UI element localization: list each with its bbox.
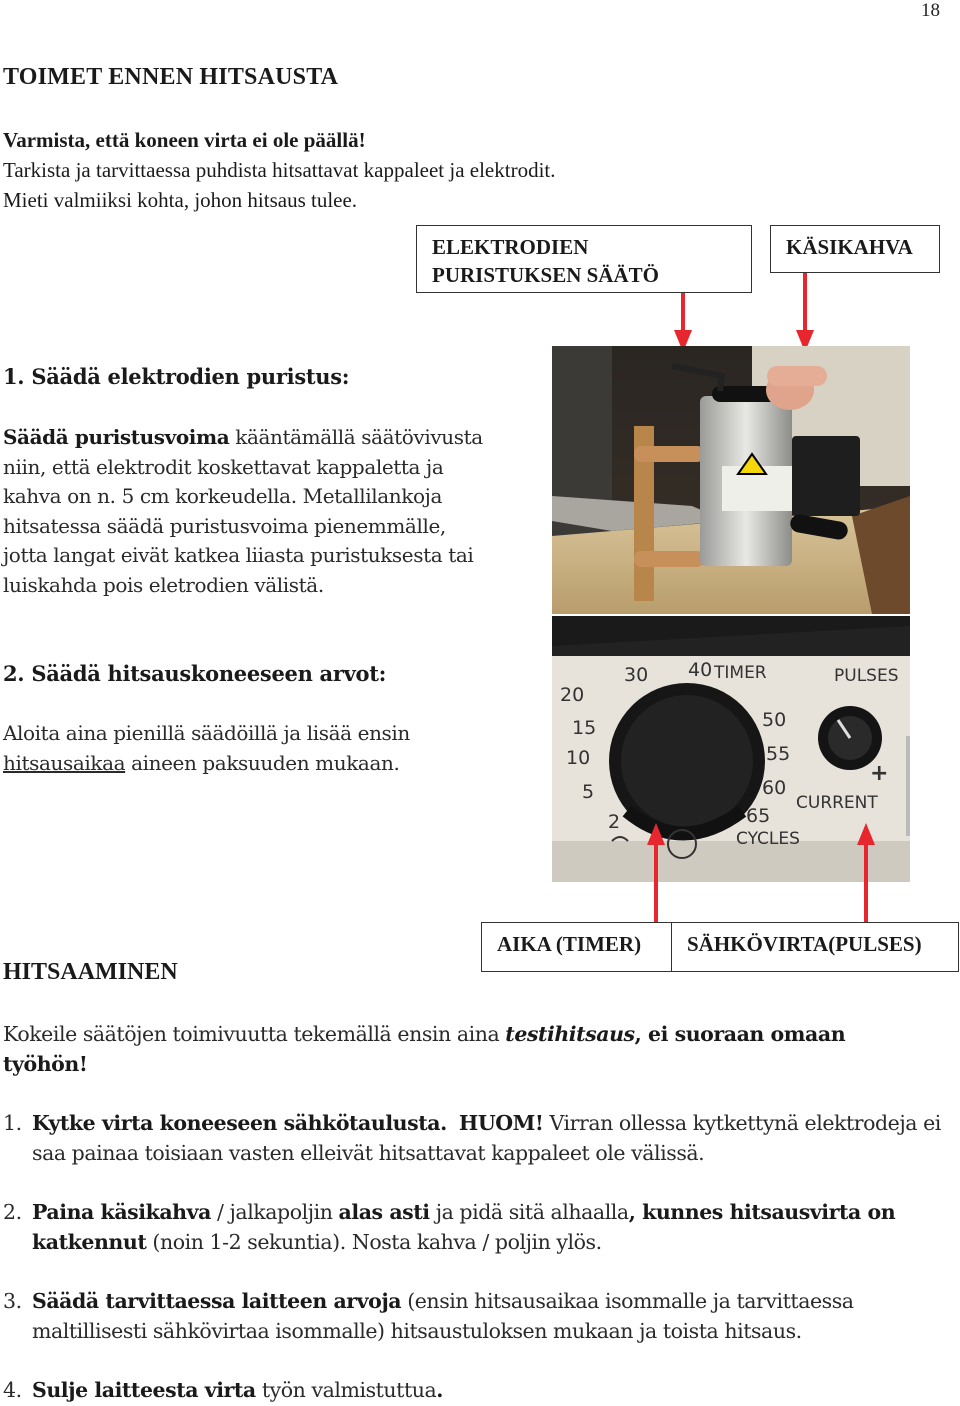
step2-underlined-term: hitsausaikaa bbox=[3, 750, 126, 775]
welding-intro-d: työhön! bbox=[3, 1051, 88, 1076]
arrow-timer-head bbox=[647, 823, 665, 845]
dial-tick-50: 50 bbox=[762, 709, 787, 731]
callout-pulses-label: SÄHKÖVIRTA(PULSES) bbox=[687, 932, 922, 956]
step1-line2: niin, että elektrodit koskettavat kappaletta ja bbox=[3, 454, 444, 479]
dial-plus-sign: + bbox=[870, 761, 889, 786]
dial-tick-10: 10 bbox=[566, 747, 591, 769]
dial-tick-65: 65 bbox=[746, 805, 771, 827]
arrow-timer-shaft bbox=[654, 843, 658, 922]
welding-step-2-f: (noin 1-2 sekuntia). Nosta kahva / poljin ylös. bbox=[146, 1229, 602, 1254]
dial-tick-40: 40 bbox=[688, 659, 713, 681]
arrow-handle-shaft bbox=[803, 273, 807, 331]
welding-intro-c: , ei suoraan omaan bbox=[634, 1022, 846, 1046]
intro-line-3: Mieti valmiiksi kohta, johon hitsaus tulee. bbox=[3, 188, 358, 212]
welding-step-1-a: Kytke virta koneeseen sähkötaulusta. bbox=[32, 1111, 447, 1135]
welding-step-2-a: Paina käsikahva bbox=[32, 1200, 211, 1224]
section-title: TOIMET ENNEN HITSAUSTA bbox=[3, 64, 339, 90]
welding-step-1-sep bbox=[447, 1111, 459, 1135]
dial-current-label: CURRENT bbox=[796, 793, 878, 813]
arrow-pulses-shaft bbox=[864, 843, 868, 922]
callout-handle-label: KÄSIKAHVA bbox=[786, 235, 913, 259]
dial-cycles-label: CYCLES bbox=[736, 829, 800, 849]
callout-pulses bbox=[671, 922, 959, 972]
step1-bold-lead: Säädä puristusvoima bbox=[3, 425, 230, 449]
dial-tick-5: 5 bbox=[582, 781, 595, 803]
step1-paragraph bbox=[3, 423, 483, 601]
welding-step-3-number: 3. bbox=[3, 1289, 22, 1313]
welding-intro-a: Kokeile säätöjen toimivuutta tekemällä ensin aina bbox=[3, 1022, 506, 1046]
callout-timer-label: AIKA (TIMER) bbox=[497, 932, 642, 956]
welding-step-2 bbox=[3, 1198, 943, 1257]
welding-step-4-b: työn valmistuttua bbox=[255, 1378, 437, 1402]
callout-electrode-pressure-line1: ELEKTRODIEN bbox=[432, 235, 589, 259]
arrow-pressure-shaft bbox=[681, 293, 685, 331]
callout-handle bbox=[770, 225, 940, 273]
step2-paragraph bbox=[3, 719, 410, 778]
welding-step-1-number: 1. bbox=[3, 1111, 22, 1135]
step2-line1: Aloita aina pienillä säädöillä ja lisää ensin bbox=[3, 721, 410, 745]
welding-step-3 bbox=[3, 1287, 943, 1346]
intro-line-2: Tarkista ja tarvittaessa puhdista hitsattavat kappaleet ja elektrodit. bbox=[3, 158, 556, 182]
welding-intro bbox=[3, 1020, 943, 1079]
welding-step-4-number: 4. bbox=[3, 1378, 22, 1402]
dial-tick-60: 60 bbox=[762, 777, 787, 799]
dial-tick-30: 30 bbox=[624, 664, 649, 686]
dial-timer-label: TIMER bbox=[714, 663, 767, 683]
dial-tick-15: 15 bbox=[572, 717, 597, 739]
welding-step-2-e: , kunnes hitsausvirta on katkennut bbox=[32, 1200, 896, 1254]
welding-step-3-b: (ensin hitsausaikaa isommalle ja tarvittaessa maltillisesti sähkövirtaa isommalle) hitsaustuloksen mukaan ja toista hitsaus. bbox=[32, 1289, 854, 1343]
callout-electrode-pressure-line2: PURISTUKSEN SÄÄTÖ bbox=[432, 263, 659, 287]
dial-pulses-label: PULSES bbox=[834, 666, 899, 686]
welding-intro-b: testihitsaus bbox=[505, 1022, 635, 1046]
welding-step-4 bbox=[3, 1376, 943, 1406]
welding-step-1-note: HUOM! bbox=[458, 1111, 544, 1135]
step1-line6: luiskahda pois eletrodien välistä. bbox=[3, 572, 324, 597]
step1-line3: kahva on n. 5 cm korkeudella. Metallilankoja bbox=[3, 484, 442, 509]
step1-line1-rest: kääntämällä säätövivusta bbox=[229, 425, 483, 449]
callout-electrode-pressure bbox=[416, 225, 752, 293]
dial-tick-2: 2 bbox=[608, 811, 621, 833]
welding-step-4-a: Sulje laitteesta virta bbox=[32, 1378, 256, 1402]
welding-step-1 bbox=[3, 1109, 943, 1168]
welding-machine-illustration bbox=[552, 346, 910, 614]
welding-step-4-c: . bbox=[436, 1378, 443, 1402]
welding-step-1-d: Virran ollessa kytkettynä elektrodeja ei saa painaa toisiaan vasten elleivät hitsattavat kappaleet ole välissä. bbox=[32, 1111, 941, 1165]
step1-line4: hitsatessa säädä puristusvoima pienemmälle, bbox=[3, 513, 446, 538]
dial-tick-55: 55 bbox=[766, 743, 791, 765]
welding-machine-photo bbox=[552, 346, 910, 614]
warning-text: Varmista, että koneen virta ei ole päällä! bbox=[3, 128, 366, 152]
arrow-pulses-head bbox=[857, 823, 875, 845]
step2-heading: 2. Säädä hitsauskoneeseen arvot: bbox=[3, 661, 387, 686]
welding-step-2-number: 2. bbox=[3, 1200, 22, 1224]
welding-step-2-c: alas asti bbox=[338, 1200, 430, 1224]
welding-step-3-a: Säädä tarvittaessa laitteen arvoja bbox=[32, 1289, 402, 1313]
step1-line5: jotta langat eivät katkea liiasta puristuksesta tai bbox=[3, 543, 474, 568]
step2-line2-rest: aineen paksuuden mukaan. bbox=[125, 750, 400, 775]
welding-step-2-b: / jalkapoljin bbox=[210, 1200, 339, 1224]
callout-timer bbox=[481, 922, 673, 972]
dial-tick-20: 20 bbox=[560, 684, 585, 706]
page-number: 18 bbox=[921, 0, 940, 21]
welding-step-2-d: ja pidä sitä alhaalla bbox=[429, 1200, 629, 1224]
welding-heading: HITSAAMINEN bbox=[3, 959, 178, 985]
step1-heading: 1. Säädä elektrodien puristus: bbox=[3, 364, 350, 389]
